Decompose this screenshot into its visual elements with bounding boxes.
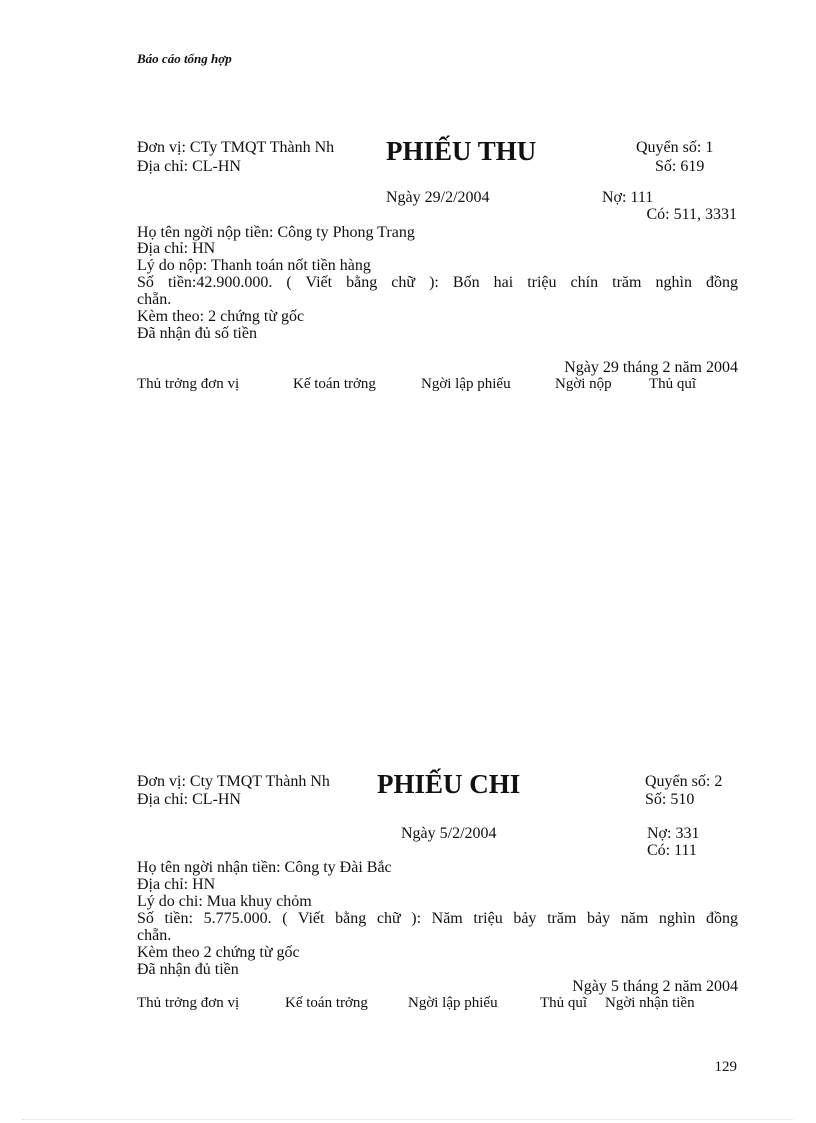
receipt-amount-line2: chẵn. bbox=[137, 291, 172, 308]
payment-received: Đã nhận đủ tiền bbox=[137, 961, 239, 978]
payment-amount-line1: Số tiền: 5.775.000. ( Viết bằng chữ ): Năm triệu bảy trăm bảy năm nghìn đồng bbox=[137, 910, 738, 927]
payment-date: Ngày 5/2/2004 bbox=[401, 825, 497, 842]
payment-signature-cashier: Thủ quĩ bbox=[540, 995, 588, 1011]
bottom-divider bbox=[22, 1119, 794, 1120]
payment-unit: Đơn vị: Cty TMQT Thành Nh bbox=[137, 773, 330, 790]
receipt-attached: Kèm theo: 2 chứng từ gốc bbox=[137, 308, 305, 325]
receipt-book-no: Quyển số: 1 bbox=[636, 139, 714, 156]
payment-credit: Có: 111 bbox=[647, 842, 697, 859]
receipt-received: Đã nhận đủ số tiền bbox=[137, 325, 257, 342]
receipt-credit: Có: 511, 3331 bbox=[646, 206, 737, 223]
receipt-payer-address: Địa chỉ: HN bbox=[137, 240, 216, 257]
payment-reason: Lý do chi: Mua khuy chỏm bbox=[137, 893, 312, 910]
page-header: Báo cáo tổng hợp bbox=[137, 51, 232, 66]
receipt-payer: Họ tên ngời nộp tiền: Công ty Phong Trang bbox=[137, 224, 415, 241]
payment-payee-address: Địa chỉ: HN bbox=[137, 876, 216, 893]
receipt-amount-line1: Số tiền:42.900.000. ( Viết bằng chữ ): Bốn hai triệu chín trăm nghìn đồng bbox=[137, 274, 738, 291]
payment-payee: Họ tên ngời nhận tiền: Công ty Đài Bắc bbox=[137, 859, 392, 876]
receipt-debit: Nợ: 111 bbox=[602, 189, 654, 206]
receipt-date: Ngày 29/2/2004 bbox=[386, 189, 490, 206]
receipt-title: PHIẾU THU bbox=[386, 136, 537, 166]
payment-signature-chief-accountant: Kế toán trởng bbox=[285, 995, 368, 1011]
page-number: 129 bbox=[714, 1059, 737, 1075]
payment-signature-payee: Ngời nhận tiền bbox=[605, 995, 695, 1011]
payment-attached: Kèm theo 2 chứng từ gốc bbox=[137, 944, 300, 961]
receipt-number: Số: 619 bbox=[655, 158, 705, 175]
receipt-signature-cashier: Thủ quĩ bbox=[649, 376, 697, 392]
receipt-unit: Đơn vị: CTy TMQT Thành Nh bbox=[137, 139, 335, 156]
receipt-signature-head: Thủ trởng đơn vị bbox=[137, 376, 240, 392]
receipt-sign-date: Ngày 29 tháng 2 năm 2004 bbox=[564, 359, 738, 376]
receipt-signature-chief-accountant: Kế toán trởng bbox=[293, 376, 376, 392]
receipt-signature-preparer: Ngời lập phiếu bbox=[421, 376, 511, 392]
receipt-address: Địa chỉ: CL-HN bbox=[137, 158, 241, 175]
payment-sign-date: Ngày 5 tháng 2 năm 2004 bbox=[572, 978, 738, 995]
payment-number: Số: 510 bbox=[645, 791, 695, 808]
payment-signature-head: Thủ trởng đơn vị bbox=[137, 995, 240, 1011]
payment-title: PHIẾU CHI bbox=[377, 769, 521, 799]
payment-signature-preparer: Ngời lập phiếu bbox=[408, 995, 498, 1011]
receipt-signature-payer: Ngời nộp bbox=[555, 376, 612, 392]
payment-amount-line2: chẵn. bbox=[137, 927, 172, 944]
payment-book-no: Quyển số: 2 bbox=[645, 773, 723, 790]
receipt-reason: Lý do nộp: Thanh toán nốt tiền hàng bbox=[137, 257, 371, 274]
payment-address: Địa chỉ: CL-HN bbox=[137, 791, 241, 808]
payment-debit: Nợ: 331 bbox=[647, 825, 700, 842]
